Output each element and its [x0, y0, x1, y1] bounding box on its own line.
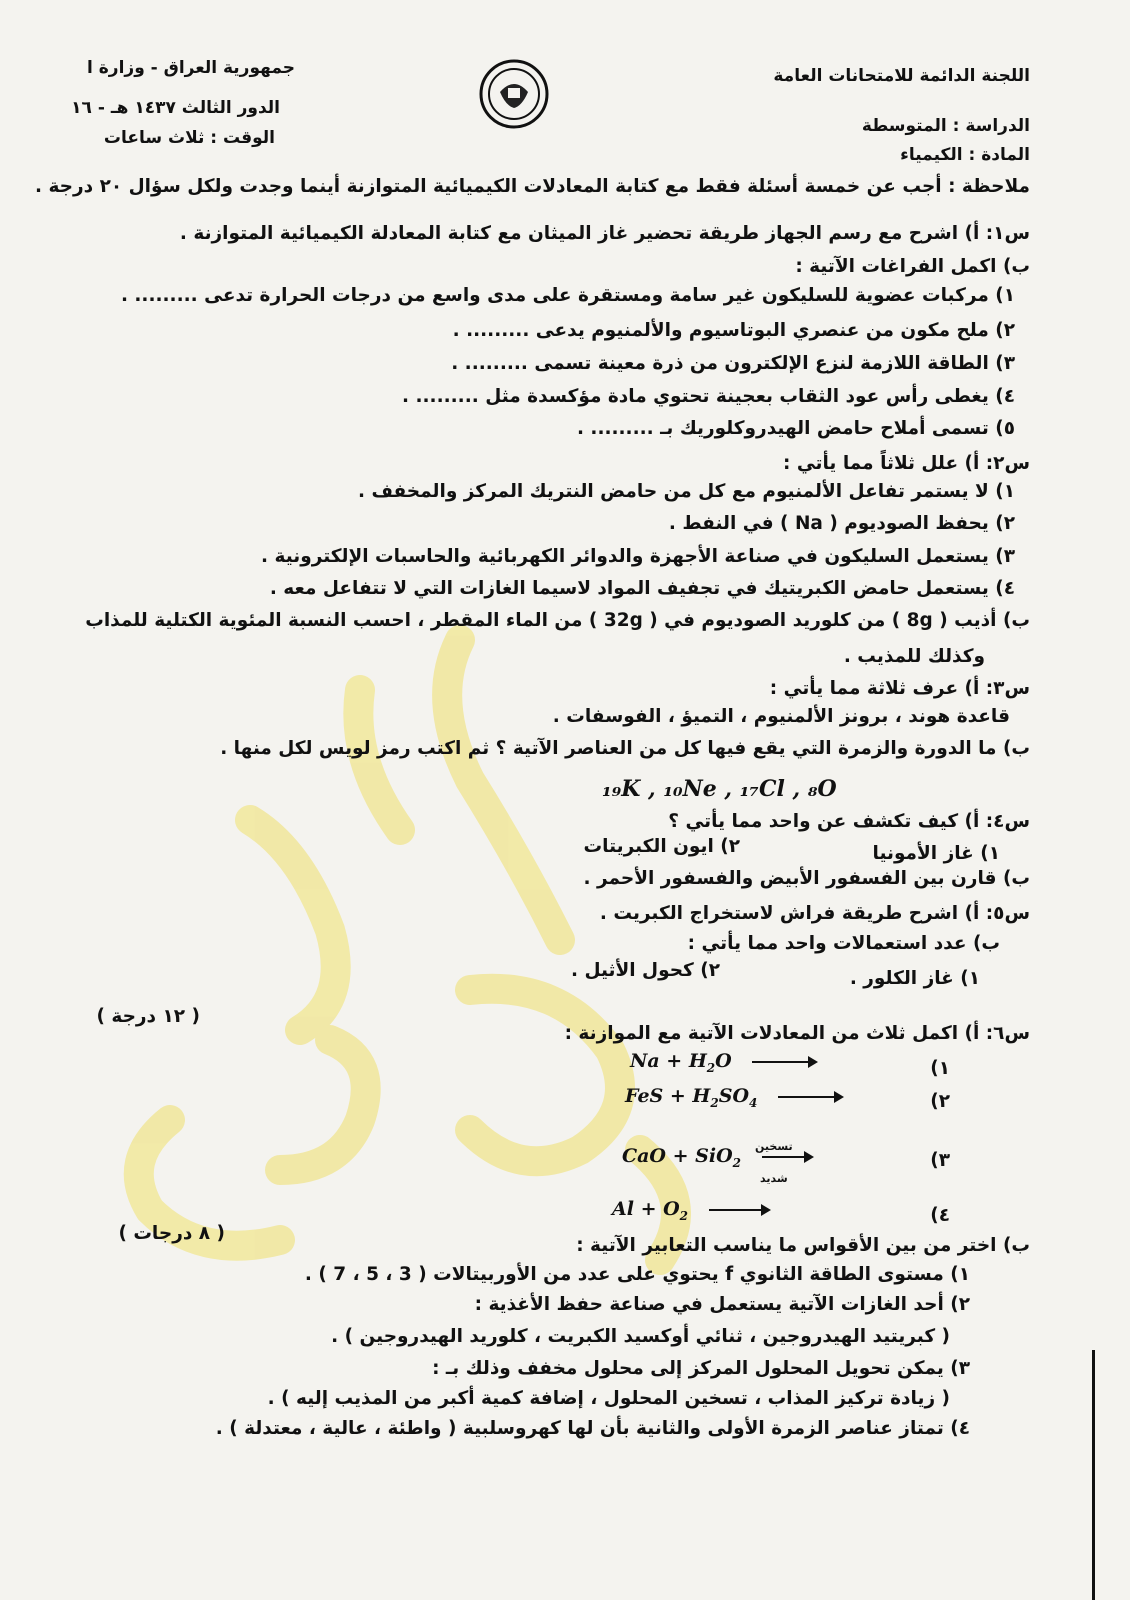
q6-b-item-1: ١) مستوى الطاقة الثانوي f يحتوي على عدد من الأوربيتالات ( 3 ، 5 ، 7 ) .	[304, 1264, 970, 1285]
q5-b: ب) عدد استعمالات واحد مما يأتي :	[687, 933, 1000, 954]
q1-item-2: ٢) ملح مكون من عنصري البوتاسيوم والألمنيوم يدعى ......... .	[452, 320, 1015, 341]
q6-b-item-2: ٢) أحد الغازات الآتية يستعمل في صناعة حفظ الأغذية :	[474, 1294, 970, 1315]
q2-b-line2: وكذلك للمذيب .	[843, 646, 985, 667]
arrow-icon	[778, 1096, 842, 1098]
q1-item-5: ٥) تسمى أملاح حامض الهيدروكلوريك بـ ......... .	[576, 418, 1015, 439]
q6-eq-2: FeS + $H_2SO_4$	[625, 1087, 842, 1109]
q6-b-item-2-options: ( كبريتيد الهيدروجين ، ثنائي أوكسيد الكبريت ، كلوريد الهيدروجين ) .	[331, 1326, 950, 1347]
q4-a-item-1: ١) غاز الأمونيا	[872, 843, 1000, 864]
q4-a-item-2: ٢) ايون الكبريتات	[583, 836, 740, 857]
header-subject: المادة : الكيمياء	[900, 145, 1030, 165]
q6-a-marks: ( ١٢ درجة )	[96, 1006, 200, 1027]
q6-eq-num-1: ١)	[930, 1058, 950, 1079]
q3-a-terms: قاعدة هوند ، برونز الألمنيوم ، التميؤ ، الفوسفات .	[552, 706, 1010, 727]
q6-b-item-3: ٣) يمكن تحويل المحلول المركز إلى محلول مخفف وذلك بـ :	[432, 1358, 970, 1379]
q3-elements: ₁₉K , ₁₀Ne , ₁₇Cl , ₈O	[602, 776, 837, 802]
q2-item-1: ١) لا يستمر تفاعل الألمنيوم مع كل من حامض النتريك المركز والمخفف .	[357, 481, 1015, 502]
q6-a: س٦: أ) اكمل ثلاث من المعادلات الآتية مع الموازنة :	[564, 1023, 1030, 1044]
arrow-icon	[752, 1061, 816, 1063]
q4-b: ب) قارن بين الفسفور الأبيض والفسفور الأحمر .	[583, 868, 1030, 889]
q2-b-line1: ب) أذيب ( 8g ) من كلوريد الصوديوم في ( 32g ) من الماء المقطر ، احسب النسبة المئوية الكتلية للمذاب	[85, 610, 1030, 631]
q6-b: ب) اختر من بين الأقواس ما يناسب التعابير الآتية :	[576, 1235, 1030, 1256]
q5-a: س٥: أ) اشرح طريقة فراش لاستخراج الكبريت .	[599, 903, 1030, 924]
q6-eq-1: $Na + H_2O$	[630, 1052, 816, 1074]
q5-b-item-1: ١) غاز الكلور .	[849, 968, 980, 989]
q2-a: س٢: أ) علل ثلاثاً مما يأتي :	[782, 453, 1030, 474]
q6-eq-3: CaO + SiO$_2$	[622, 1147, 812, 1169]
q1-item-3: ٣) الطاقة اللازمة لنزع الإلكترون من ذرة معينة تسمى ......... .	[451, 353, 1015, 374]
q6-eq-num-3: ٣)	[930, 1150, 950, 1171]
q6-eq-num-4: ٤)	[930, 1205, 950, 1226]
q3-a: س٣: أ) عرف ثلاثة مما يأتي :	[769, 678, 1030, 699]
header-time: الوقت : ثلاث ساعات	[103, 128, 275, 148]
q3-b: ب) ما الدورة والزمرة التي يقع فيها كل من العناصر الآتية ؟ ثم اكتب رمز لويس لكل منها .	[220, 738, 1030, 759]
q2-item-2: ٢) يحفظ الصوديوم ( Na ) في النفط .	[668, 513, 1015, 534]
q2-item-4: ٤) يستعمل حامض الكبريتيك في تجفيف المواد لاسيما الغازات التي لا تتفاعل معه .	[269, 578, 1015, 599]
q6-eq3-condition-bottom: شديد	[760, 1172, 788, 1185]
q6-b-item-4: ٤) تمتاز عناصر الزمرة الأولى والثانية بأن لها كهروسلبية ( واطئة ، عالية ، معتدلة ) .	[215, 1418, 970, 1439]
q1-item-4: ٤) يغطى رأس عود الثقاب بعجينة تحتوي مادة مؤكسدة مثل ......... .	[402, 386, 1015, 407]
arrow-icon	[709, 1209, 769, 1211]
header-authority: اللجنة الدائمة للامتحانات العامة	[773, 66, 1030, 86]
exam-note: ملاحظة : أجب عن خمسة أسئلة فقط مع كتابة المعادلات الكيميائية المتوازنة أينما وجدت ولكل سؤال ٢٠ درجة .	[34, 176, 1030, 197]
q6-eq-4: $Al + O_2$	[612, 1200, 769, 1222]
q1-item-1: ١) مركبات عضوية للسليكون غير سامة ومستقرة على مدى واسع من درجات الحرارة تدعى ......... .	[120, 285, 1015, 306]
header-round: الدور الثالث ١٤٣٧ هـ - ١٦	[71, 98, 280, 118]
header-stage: الدراسة : المتوسطة	[861, 116, 1030, 136]
q4-a: س٤: أ) كيف تكشف عن واحد مما يأتي ؟	[668, 811, 1030, 832]
q5-b-item-2: ٢) كحول الأثيل .	[571, 960, 720, 981]
arrow-icon	[762, 1156, 812, 1158]
header-country: جمهورية العراق - وزارة ا	[87, 58, 295, 78]
ministry-seal-icon	[478, 58, 550, 130]
q6-b-item-3-options: ( زيادة تركيز المذاب ، تسخين المحلول ، إضافة كمية أكبر من المذيب إليه ) .	[267, 1388, 950, 1409]
q6-b-marks: ( ٨ درجات )	[118, 1223, 225, 1244]
q6-eq-num-2: ٢)	[930, 1091, 950, 1112]
scan-margin-line	[1092, 1350, 1095, 1600]
q2-item-3: ٣) يستعمل السليكون في صناعة الأجهزة والدوائر الكهربائية والحاسبات الإلكترونية .	[261, 546, 1015, 567]
q1-b: ب) اكمل الفراغات الآتية :	[795, 256, 1030, 277]
q1-a: س١: أ) اشرح مع رسم الجهاز طريقة تحضير غاز الميثان مع كتابة المعادلة الكيميائية المتوازنة .	[179, 223, 1030, 244]
q6-eq3-condition-top: تسخين	[755, 1140, 793, 1153]
